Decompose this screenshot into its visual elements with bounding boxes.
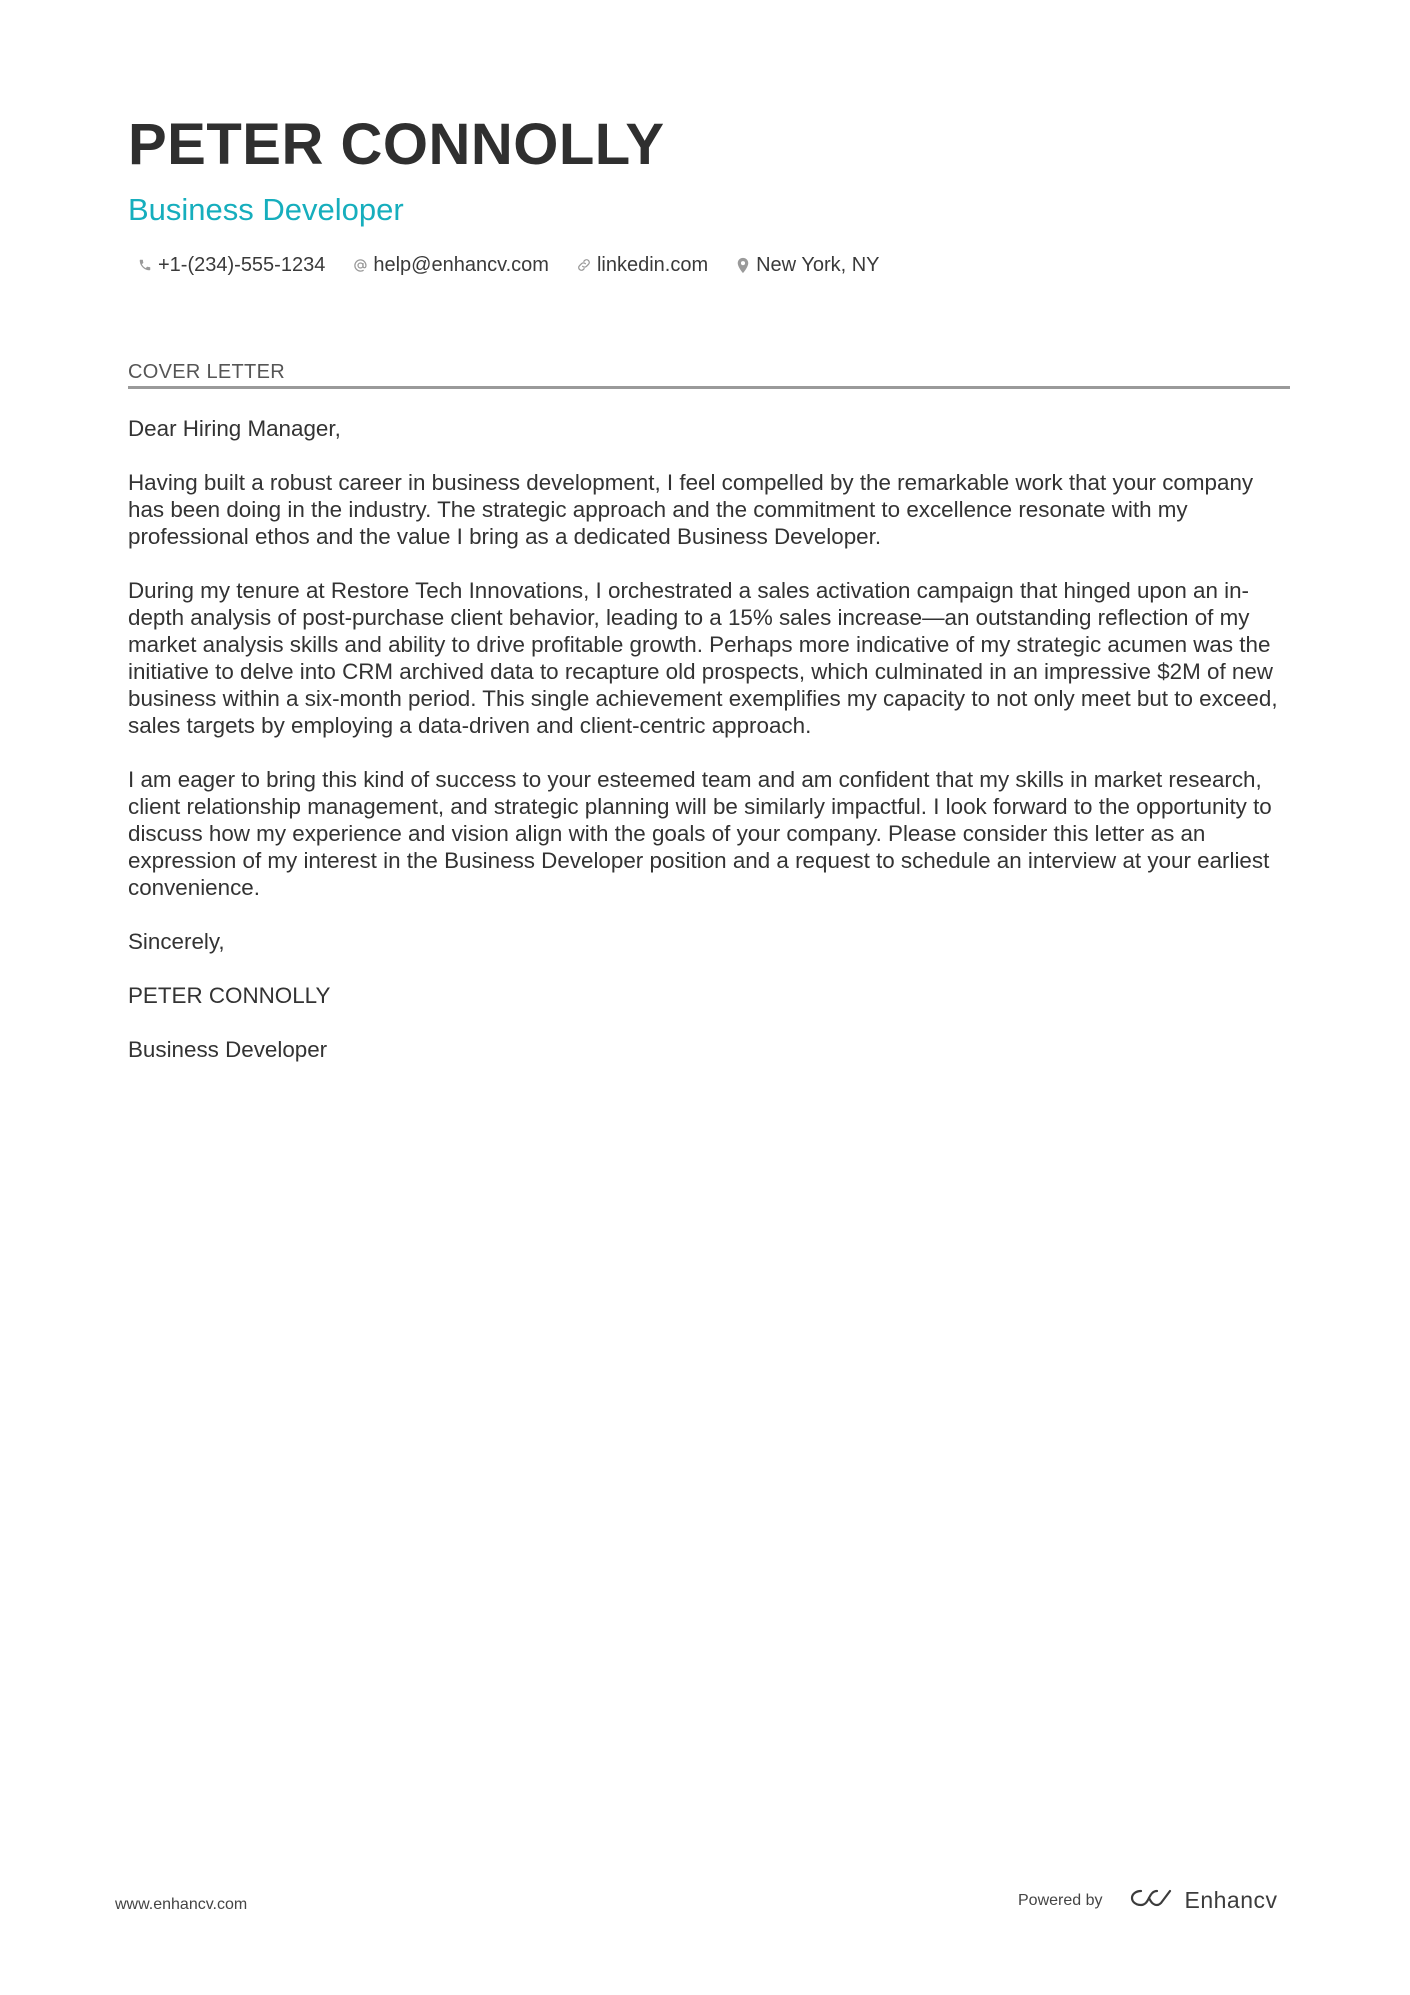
section-title: COVER LETTER bbox=[128, 361, 1290, 389]
contact-phone-text: +1-(234)-555-1234 bbox=[158, 254, 326, 276]
brand-logo[interactable] bbox=[1129, 1886, 1278, 1915]
powered-by-label: Powered by bbox=[1018, 1891, 1103, 1909]
location-pin-icon bbox=[734, 255, 752, 275]
footer-branding bbox=[1018, 1886, 1278, 1915]
contact-email-text[interactable]: help@enhancv.com bbox=[373, 254, 549, 276]
letter-paragraph: I am eager to bring this kind of success to your esteemed team and am confident that my skills in market research, client relationship management, and strategic planning will be similarly impactful. I look forward to the opportunity to discuss how my experience and vision align with the goals of your company. Please consider this letter as an expression of my interest in the Business Developer position and a request to schedule an interview at your earliest convenience. bbox=[128, 767, 1272, 900]
link-icon bbox=[575, 255, 593, 275]
applicant-name: PETER CONNOLLY bbox=[128, 112, 665, 177]
enhancv-logo-icon bbox=[1129, 1886, 1175, 1915]
letter-body bbox=[128, 415, 1293, 1090]
signature-name: PETER CONNOLLY bbox=[128, 983, 331, 1008]
contact-linkedin[interactable] bbox=[575, 252, 708, 278]
contact-linkedin-text[interactable]: linkedin.com bbox=[596, 254, 709, 276]
contact-location bbox=[734, 252, 879, 278]
closing: Sincerely, bbox=[128, 929, 225, 954]
job-title: Business Developer bbox=[128, 192, 404, 227]
contact-location-text: New York, NY bbox=[756, 254, 880, 276]
header bbox=[128, 108, 1290, 278]
contact-email[interactable] bbox=[351, 252, 549, 278]
salutation: Dear Hiring Manager, bbox=[128, 416, 341, 441]
at-icon bbox=[351, 255, 369, 275]
contact-info bbox=[128, 252, 1290, 278]
contact-phone bbox=[136, 252, 325, 278]
letter-paragraph: During my tenure at Restore Tech Innovations, I orchestrated a sales activation campaign that hinged upon an in-depth analysis of post-purchase client behavior, leading to a 15% sales increase—an outstanding reflection of my market analysis skills and ability to drive profitable growth. Perhaps more indicative of my strategic acumen was the initiative to delve into CRM archived data to recapture old prospects, which culminated in an impressive $2M of new business within a six-month period. This single achievement exemplifies my capacity to not only meet but to exceed, sales targets by employing a data-driven and client-centric approach. bbox=[128, 578, 1278, 738]
phone-icon bbox=[136, 255, 154, 275]
footer-website[interactable]: www.enhancv.com bbox=[115, 1896, 248, 1913]
signature-title: Business Developer bbox=[128, 1037, 328, 1062]
brand-name: Enhancv bbox=[1184, 1887, 1278, 1913]
letter-paragraph: Having built a robust career in business development, I feel compelled by the remarkable work that your company has been doing in the industry. The strategic approach and the commitment to excellence resonate with my professional ethos and the value I bring as a dedicated Business Developer. bbox=[128, 470, 1254, 549]
